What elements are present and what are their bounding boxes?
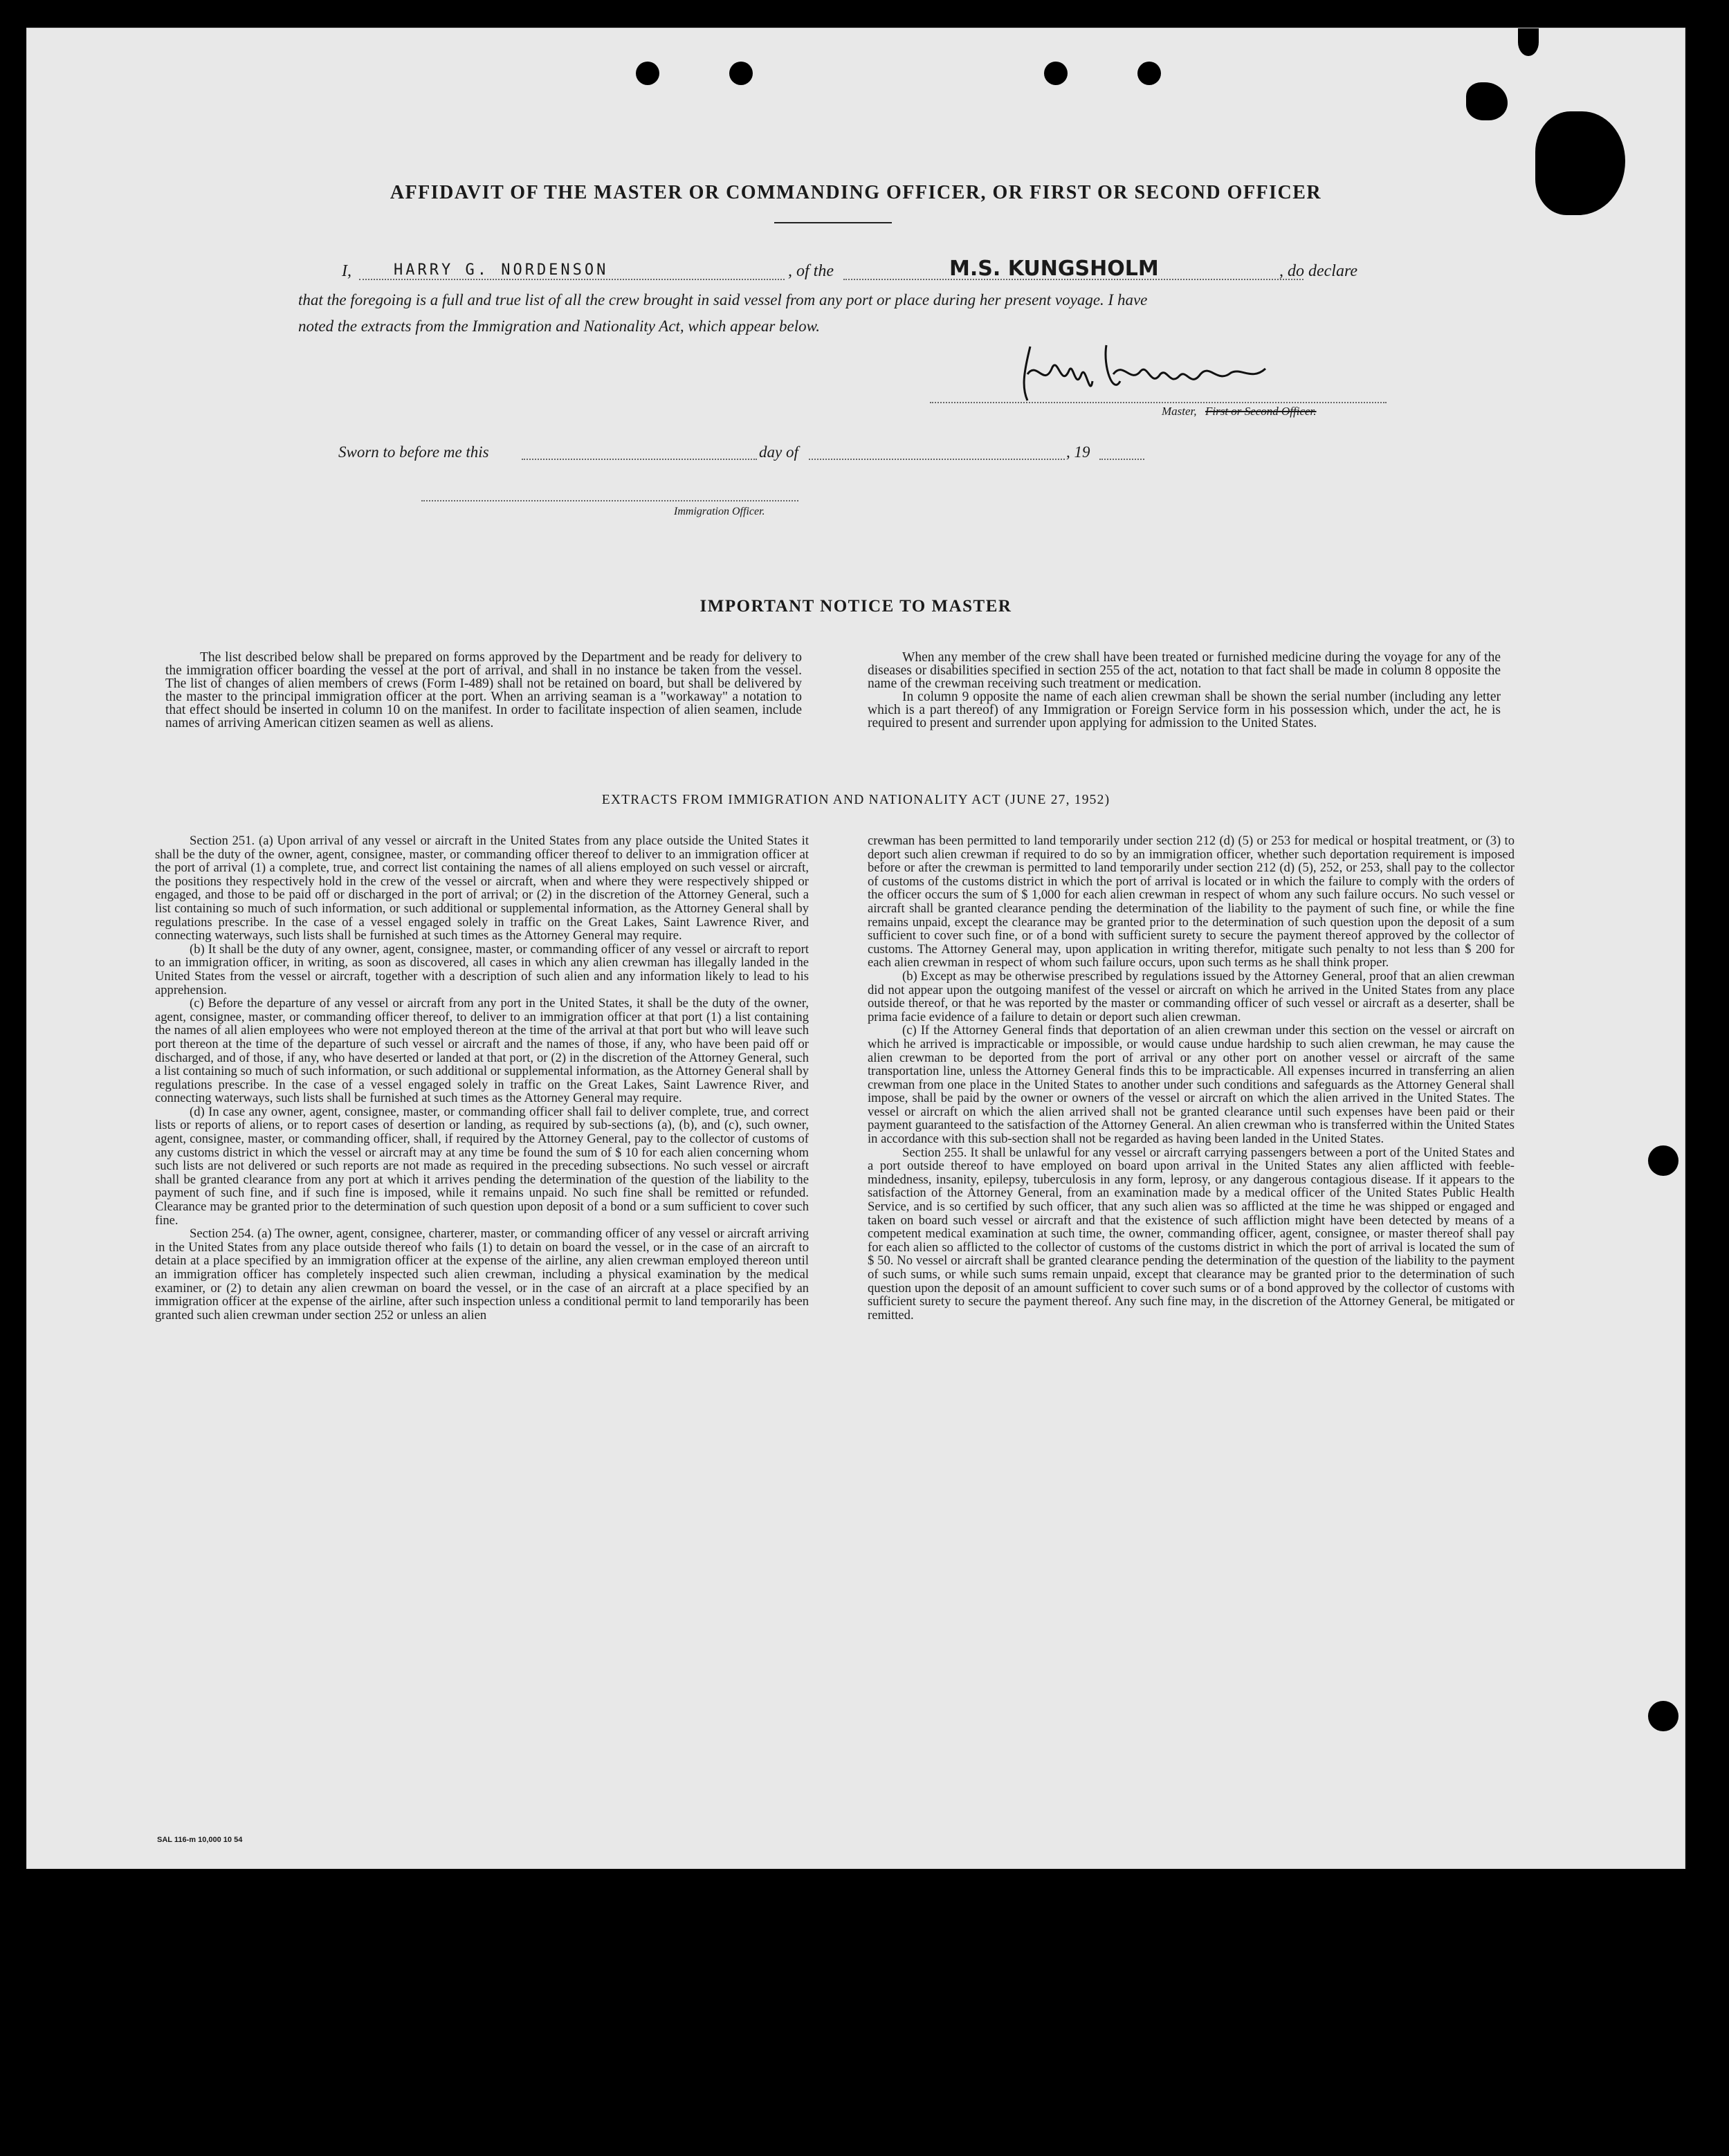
title-rule	[774, 222, 892, 223]
sworn-day-fill-line	[522, 459, 757, 460]
struck-caption: First or Second Officer.	[1205, 405, 1317, 418]
declaration-line-1: that the foregoing is a full and true list of all the crew brought in said vessel from any port or place during her present voyage. I have	[298, 291, 1148, 308]
form-code: SAL 116-m 10,000 10 54	[157, 1836, 243, 1844]
declaration-line-2: noted the extracts from the Immigration and Nationality Act, which appear below.	[298, 317, 821, 335]
section-254-a-continued: crewman has been permitted to land temporarily under section 212 (d) (5) or 253 for medical or hospital treatment, or (3) to deport such alien crewman if required to do so by an immigration officer, whether such deportation requirement is imposed before or after the crewman is permitted to land temporarily under section 212 (d) (5), 252, or 253, shall pay to the collector of customs of the customs district in which the port of arrival is located or in which the failure to comply with the orders of the officer occurs the sum of $ 1,000 for each alien crewman in respect of whom any such failure occurs. No such vessel or aircraft shall be granted clearance pending the determination of the liability to the payment of such fine, or while the fine remains unpaid, except the clearance may be granted prior to the determination of such question upon the deposit of a sum sufficient to cover such fine, or of a bond with sufficient surety to secure the payment thereof approved by the collector of customs. The Attorney General may, upon application in writing therefor, mitigate such penalty to not less than $ 200 for each alien crewman in respect of whom such failure occurs, upon such terms as he shall think proper.	[868, 833, 1515, 970]
sworn-label: Sworn to before me this	[338, 443, 489, 461]
master-caption: Master,	[1162, 405, 1197, 418]
punch-hole	[636, 62, 659, 85]
do-declare-label: , do declare	[1279, 262, 1358, 280]
section-251-b: (b) It shall be the duty of any owner, agent, consignee, master, or commanding officer of any vessel or aircraft to report to an immigration officer, in writing, as soon as discovered, all cases in which any alien crewman has illegally landed in the United States from the vessel or aircraft, together with a description of such alien and any information likely to lead to his apprehension.	[155, 941, 809, 997]
signature	[1009, 333, 1286, 409]
notice-left-column	[165, 651, 802, 730]
section-255: Section 255. It shall be unlawful for any vessel or aircraft carrying passengers between a port of the United States and a port outside thereof to have employed on board upon arrival in the United States any alien afflicted with feeble-mindedness, insanity, epilepsy, tuberculosis in any form, leprosy, or any dangerous contagious disease. If it appears to the satisfaction of the Attorney General, from an examination made by a medical officer of the United States Public Health Service, and is so certified by such officer, that any such alien was so afflicted at the time he was shipped or engaged and taken on board such vessel or aircraft and that the existence of such affliction might have been detected by means of a competent medical examination at such time, the owner, commanding officer, agent, consignee, or master thereof shall pay for each alien so afflicted to the collector of customs of the customs district in which the port of arrival is located the sum of $ 50. No vessel or aircraft shall be granted clearance pending the determination of the question of the liability to the payment of such sums, or while such sums remain unpaid, except that clearance may be granted prior to the determination of such question upon the deposit of an amount sufficient to cover such sums or of a bond approved by the collector of customs with sufficient surety to secure the payment thereof. Any such fine may, in the discretion of the Attorney General, be mitigated or remitted.	[868, 1145, 1515, 1323]
name-fill-line	[359, 279, 785, 280]
section-254-c: (c) If the Attorney General finds that deportation of an alien crewman under this section on the vessel or aircraft on which he arrived is impracticable or impossible, or would cause undue hardship to such alien crewman, he may cause the alien crewman to be deported from the port of arrival or any other port on another vessel or aircraft of the same transportation line, unless the Attorney General finds this to be impracticable. All expenses incurred in transferring an alien crewman from one place in the United States to another under such conditions and safeguards as the Attorney General shall impose, shall be paid by the owner or owners of the vessel or aircraft on which the alien arrived in the United States. The vessel or aircraft on which the alien arrived shall not be granted clearance until such expenses have been paid or their payment guaranteed to the satisfaction of the Attorney General. An alien crewman who is transferred within the United States in accordance with this sub-section shall not be regarded as having been landed in the United States.	[868, 1023, 1515, 1147]
signature-fill-line	[930, 402, 1387, 403]
notice-right-paragraph-1: When any member of the crew shall have been treated or furnished medicine during the voyage for any of the diseases or disabilities specified in section 255 of the act, notation to that fact shall be made in column 8 opposite the name of the crewman receiving such treatment or medication.	[868, 650, 1501, 691]
officer-caption: Immigration Officer.	[674, 506, 765, 517]
extracts-left-column	[155, 834, 809, 1322]
notice-right-column	[868, 651, 1501, 730]
notice-title: IMPORTANT NOTICE TO MASTER	[699, 597, 1012, 616]
punch-hole	[1648, 1145, 1678, 1176]
section-251-d: (d) In case any owner, agent, consignee, master, or commanding officer shall fail to deliver complete, true, and correct lists or reports of aliens, or to report cases of desertion or landing, as required by sub-sections (a), (b), and (c), such owner, agent, consignee, master, or commanding officer, shall, if required by the Attorney General, pay to the collector of customs of any customs district in which the vessel or aircraft may at any time be found the sum of $ 10 for each alien concerning whom such lists are not delivered or such reports are not made as required in the preceding subsections. No such vessel or aircraft shall be granted clearance from any port at which it arrives pending the determination of the question of the liability to the payment of such fine, and if such fine is imposed, while it remains unpaid. No such fine shall be remitted or refunded. Clearance may be granted prior to the determination of such question upon deposit of a bond or a sum sufficient to cover such fine.	[155, 1104, 809, 1228]
punch-hole	[1044, 62, 1068, 85]
affidavit-title: AFFIDAVIT OF THE MASTER OR COMMANDING OFFICER, OR FIRST OR SECOND OFFICER	[390, 182, 1322, 203]
year-label: , 19	[1066, 443, 1090, 461]
extracts-title: EXTRACTS FROM IMMIGRATION AND NATIONALITY ACT (JUNE 27, 1952)	[601, 793, 1110, 807]
sworn-year-fill-line	[1099, 459, 1144, 460]
punch-hole	[1518, 28, 1539, 56]
notice-left-paragraph: The list described below shall be prepared on forms approved by the Department and be ready for delivery to the immigration officer boarding the vessel at the port of arrival, and shall in no instance be taken from the vessel. The list of changes of alien members of crews (Form I-489) shall not be retained on board, but shall be delivered by the master to the principal immigration officer at the port. When an arriving seaman is a "workaway" a notation to that effect should be inserted in column 10 on the manifest. In order to facilitate inspection of alien seamen, include names of arriving American citizen seamen as well as aliens.	[165, 650, 802, 730]
punch-hole	[1648, 1701, 1678, 1731]
master-name: HARRY G. NORDENSON	[394, 261, 609, 279]
officer-fill-line	[421, 500, 798, 501]
punch-hole	[1137, 62, 1161, 85]
section-254-a: Section 254. (a) The owner, agent, consignee, charterer, master, or commanding officer of any vessel or aircraft arriving in the United States from any place outside thereof who fails (1) to detain on board the vessel, or in the case of an aircraft to detain at a place specified by an immigration officer at the expense of the airline, any alien crewman employed thereon until an immigration officer has completely inspected such alien crewman, including a physical examination by the medical examiner, or (2) to detain any alien crewman on board the vessel, or in the case of an aircraft at a place specified by an immigration officer at the expense of the airline, after such inspection unless a conditional permit to land temporarily has been granted such alien crewman under section 252 or unless an alien	[155, 1226, 809, 1323]
section-251-a: Section 251. (a) Upon arrival of any vessel or aircraft in the United States from any place outside the United States it shall be the duty of the owner, agent, consignee, master, or commanding officer thereof to deliver to an immigration officer at the port of arrival (1) a complete, true, and correct list containing the names of all aliens employed on such vessel or aircraft, the positions they respectively hold in the crew of the vessel or aircraft, when and where they were respectively shipped or engaged, and those to be paid off or discharged in the port of arrival; or (2) in the discretion of the Attorney General, such a list containing so much of such information, or such additional or supplemental information, as the Attorney General shall by regulations prescribe. In the case of a vessel engaged solely in traffic on the Great Lakes, Saint Lawrence River, and connecting waterways, such lists shall be furnished at such times as the Attorney General may require.	[155, 833, 809, 943]
punch-hole	[729, 62, 753, 85]
section-254-b: (b) Except as may be otherwise prescribed by regulations issued by the Attorney General, proof that an alien crewman did not appear upon the outgoing manifest of the vessel or aircraft on which he arrived in the United States from any place outside thereof, or that he was reported by the master or commanding officer of such vessel or aircraft as a deserter, shall be prima facie evidence of a failure to detain or deport such alien crewman.	[868, 968, 1515, 1024]
of-the-label: , of the	[788, 262, 834, 280]
extracts-right-column	[868, 834, 1515, 1322]
section-251-c: (c) Before the departure of any vessel or aircraft from any port in the United States, it shall be the duty of the owner, agent, consignee, master, or commanding officer thereof, to deliver to an immigration officer at that port (1) a list containing the names of all alien employees who were not employed thereon at the time of the arrival at that port but who will leave such port thereon at the time of the departure of such vessel or aircraft and the names of those, if any, who have been paid off or discharged, and of those, if any, who have deserted or landed at that port, or (2) in the discretion of the Attorney General, such a list containing so much of such information, or such additional or supplemental information, as the Attorney General shall by regulations prescribe. In the case of a vessel engaged solely in traffic on the Great Lakes, Saint Lawrence River, and connecting waterways, such lists shall be furnished at such times as the Attorney General may require.	[155, 996, 809, 1106]
day-of-label: day of	[759, 443, 798, 461]
torn-corner	[1466, 82, 1508, 120]
document-page	[26, 28, 1685, 1869]
notice-right-paragraph-2: In column 9 opposite the name of each alien crewman shall be shown the serial number (including any letter which is a part thereof) of any Immigration or Foreign Service form in his possession which, under the act, he is required to present and surrender upon applying for admission to the United States.	[868, 690, 1501, 730]
i-label: I,	[342, 262, 351, 280]
sworn-month-fill-line	[809, 459, 1065, 460]
vessel-name: M.S. KUNGSHOLM	[949, 257, 1159, 281]
